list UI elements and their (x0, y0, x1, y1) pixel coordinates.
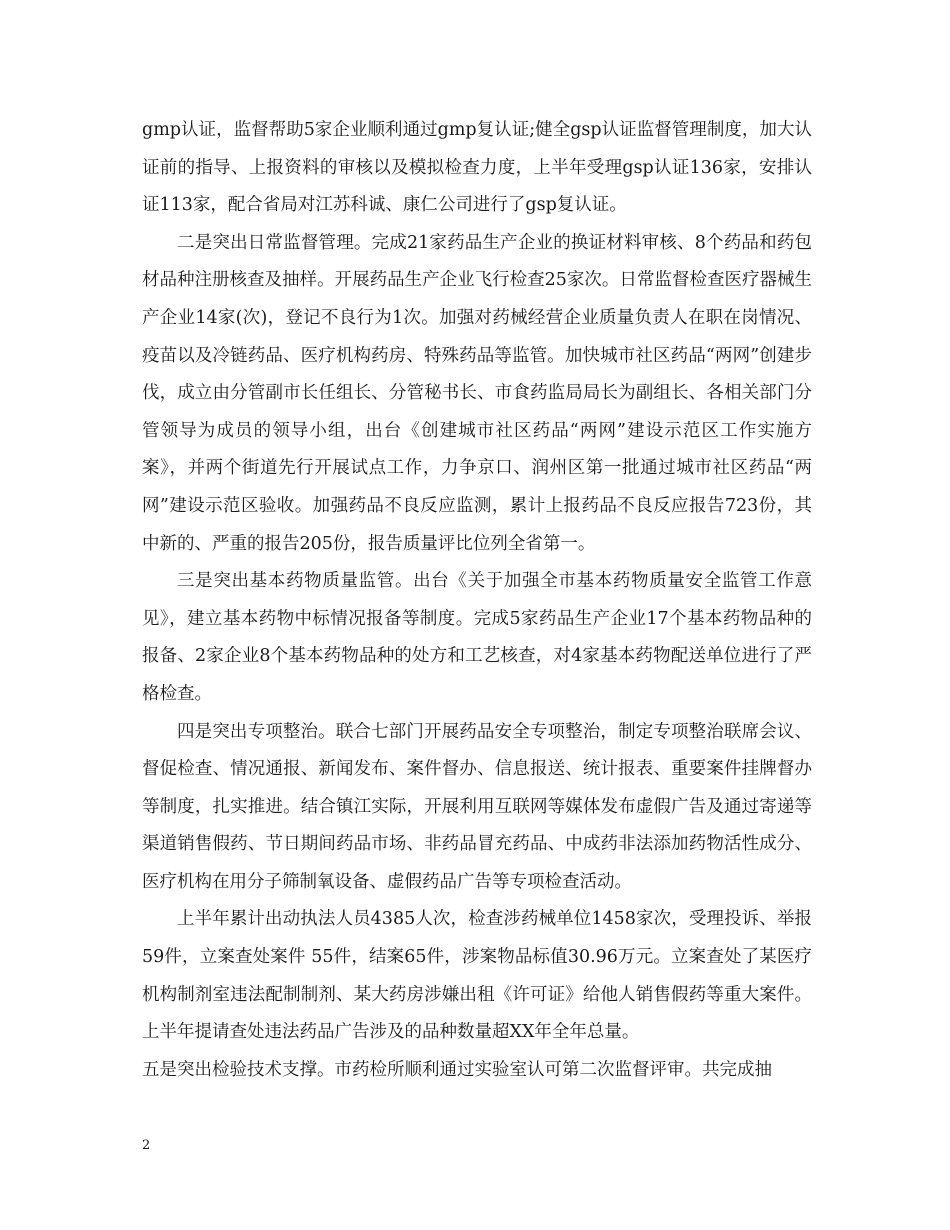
page-number: 2 (142, 1138, 151, 1153)
paragraph-gmp-gsp-certification: gmp认证，监督帮助5家企业顺利通过gmp复认证;健全gsp认证监督管理制度，加大认证前的指导、上报资料的审核以及模拟检查力度，上半年受理gsp认证136家，安排认证113家，配合省局对江苏科诚、康仁公司进行了gsp复认证。 (142, 120, 812, 216)
paragraph-enforcement-statistics: 上半年累计出动执法人员4385人次，检查涉药械单位1458家次，受理投诉、举报59件，立案查处案件 55件，结案65件，涉案物品标值30.96万元。立案查处了某医疗机构制剂室违法配制制剂、某大药房涉嫌出租《许可证》给他人销售假药等重大案件。上半年提请查处违法药品广告涉及的品种数量超XX年全年总量。 (142, 909, 812, 1043)
paragraph-daily-supervision: 二是突出日常监督管理。完成21家药品生产企业的换证材料审核、8个药品和药包材品种注册核查及抽样。开展药品生产企业飞行检查25家次。日常监督检查医疗器械生产企业14家(次)，登记不良行为1次。加强对药械经营企业质量负责人在职在岗情况、疫苗以及冷链药品、医疗机构药房、特殊药品等监管。加快城市社区药品“两网”创建步伐，成立由分管副市长任组长、分管秘书长、市食药监局局长为副组长、各相关部门分管领导为成员的领导小组，出台《创建城市社区药品“两网”建设示范区工作实施方案》，并两个街道先行开展试点工作，力争京口、润州区第一批通过城市社区药品“两网”建设示范区验收。加强药品不良反应监测，累计上报药品不良反应报告723份，其中新的、严重的报告205份，报告质量评比位列全省第一。 (142, 232, 812, 554)
paragraph-essential-drugs: 三是突出基本药物质量监管。出台《关于加强全市基本药物质量安全监管工作意见》，建立基本药物中标情况报备等制度。完成5家药品生产企业17个基本药物品种的报备、2家企业8个基本药物品种的处方和工艺核查，对4家基本药物配送单位进行了严格检查。 (142, 571, 812, 704)
paragraph-special-rectification: 四是突出专项整治。联合七部门开展药品安全专项整治，制定专项整治联席会议、督促检查、情况通报、新闻发布、案件督办、信息报送、统计报表、重要案件挂牌督办等制度，扎实推进。结合镇江实际，开展利用互联网等媒体发布虚假广告及通过寄递等渠道销售假药、节日期间药品市场、非药品冒充药品、中成药非法添加药物活性成分、医疗机构在用分子筛制氧设备、虚假药品广告等专项检查活动。 (142, 721, 812, 892)
paragraph-testing-support: 五是突出检验技术支撑。市药检所顺利通过实验室认可第二次监督评审。共完成抽 (142, 1059, 772, 1080)
document-body (142, 112, 812, 1089)
